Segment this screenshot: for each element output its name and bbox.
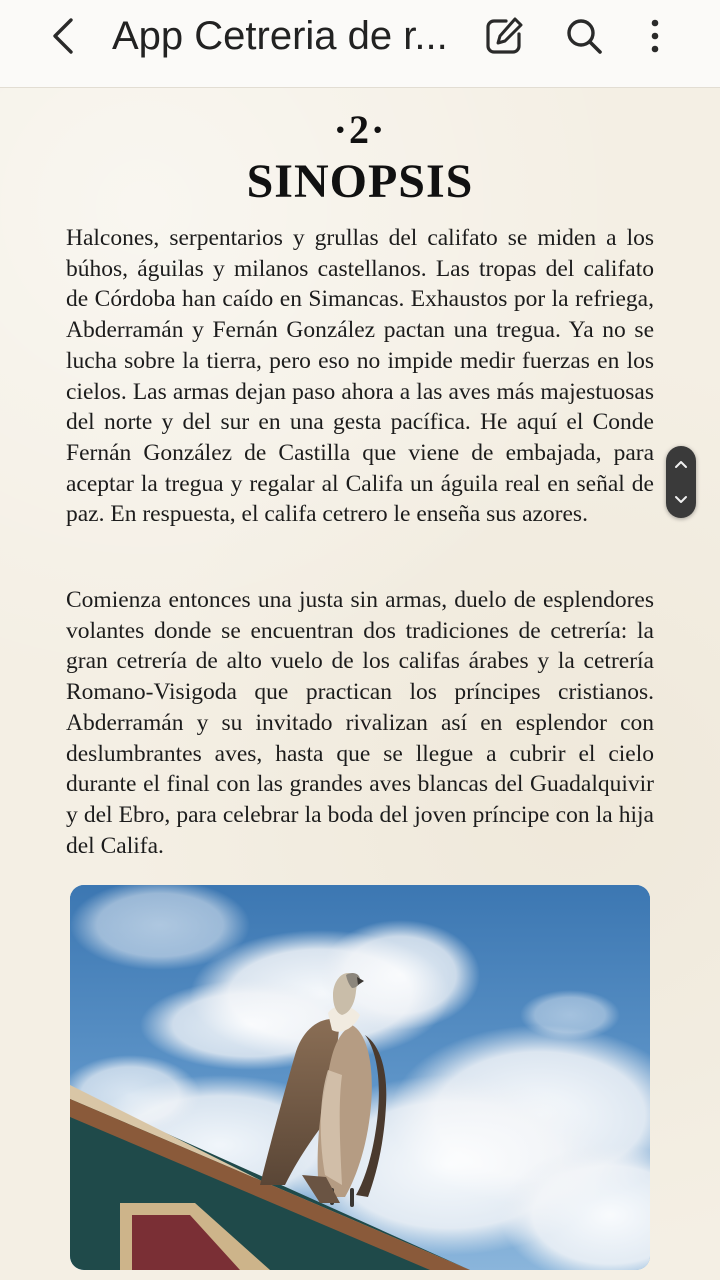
chevron-down-icon (674, 495, 688, 505)
synopsis-paragraph-2: Comienza entonces una justa sin armas, duelo de esplendores volantes donde se encuentran dos tradiciones de cetrería: la gran cetrería de alto vuelo de los califas árabes y la cetrería Romano-Visigoda que practican los príncipes cristianos. Abderramán y su invitado rivalizan así en esplendor con deslumbrantes aves, hasta que se llegue a cubrir el cielo durante el final con las grandes aves blancas del Guadalquivir y del Ebro, para celebrar la boda del joven príncipe con la hija del Califa. (66, 587, 654, 859)
vulture-on-roof-illustration (70, 885, 650, 1270)
scroll-up-button[interactable] (666, 446, 696, 482)
app-bar (0, 0, 720, 88)
search-icon (564, 16, 604, 56)
scroll-down-button[interactable] (666, 482, 696, 518)
search-button[interactable] (560, 12, 608, 60)
page-title: App Cetreria de r... (112, 14, 448, 58)
edit-button[interactable] (480, 12, 528, 60)
edit-icon (484, 16, 524, 56)
chapter-number: ·2· (333, 107, 387, 152)
more-vertical-icon (649, 16, 661, 56)
vulture-photo (70, 885, 650, 1270)
chevron-up-icon (674, 459, 688, 469)
back-button[interactable] (40, 12, 88, 60)
more-options-button[interactable] (631, 12, 679, 60)
section-title: SINOPSIS (246, 155, 474, 208)
synopsis-paragraph-1: Halcones, serpentarios y grullas del califato se miden a los búhos, águilas y milanos castellanos. Las tropas del califato de Córdoba han caído en Simancas. Exhaustos por la refriega, Abderramán y Fernán González pactan una tregua. Ya no se lucha sobre la tierra, pero eso no impide medir fuerzas en los cielos. Las armas dejan paso ahora a las aves más majestuosas del norte y del sur en una gesta pacífica. He aquí el Conde Fernán González de Castilla que viene de embajada, para aceptar la tregua y regalar al Califa un águila real en señal de paz. En respuesta, el califa cetrero le enseña sus azores. (66, 225, 654, 528)
scroll-control (666, 446, 696, 518)
chevron-left-icon (49, 16, 79, 56)
